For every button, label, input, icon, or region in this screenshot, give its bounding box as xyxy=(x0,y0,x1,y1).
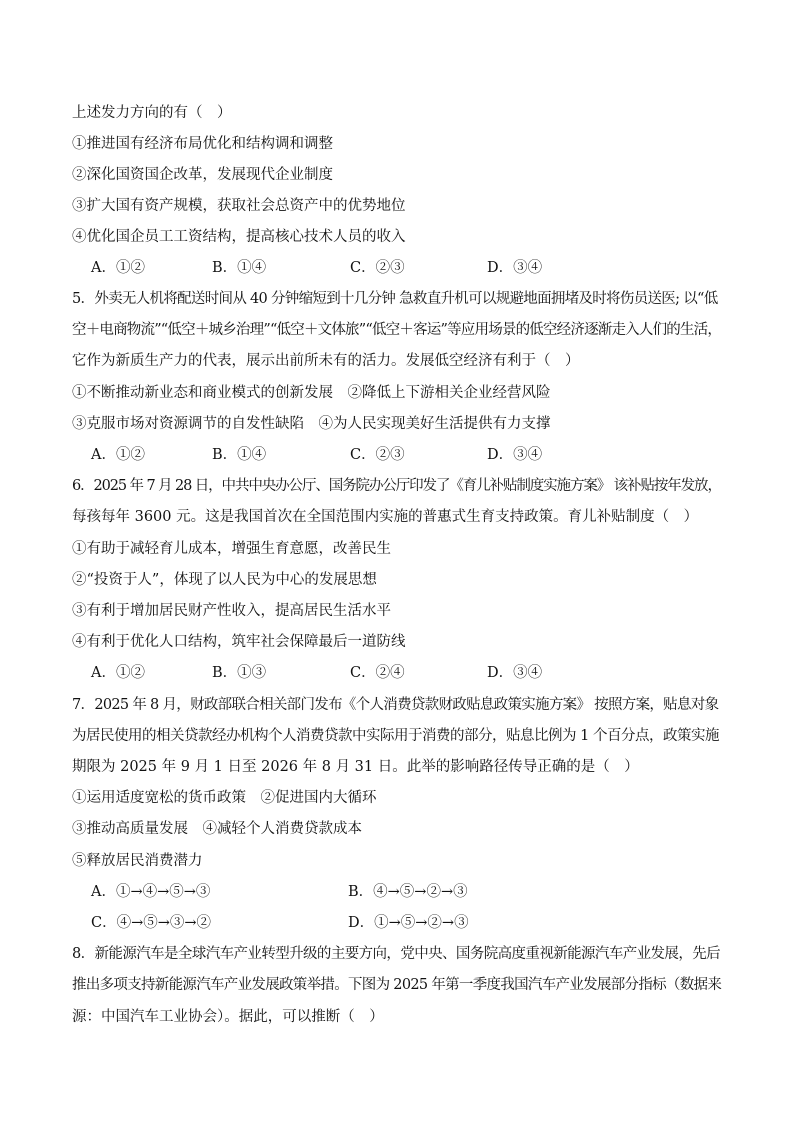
q5-option-b[interactable]: B．①④ xyxy=(212,447,267,463)
q5-option-d[interactable]: D．③④ xyxy=(487,447,543,463)
q4-item-3: ③扩大国有资产规模，获取社会总资产中的优势地位 xyxy=(72,198,406,214)
q7-items-line-2: ③推动高质量发展 ④减轻个人消费贷款成本 xyxy=(72,821,362,837)
q8-stem-line-3: 源：中国汽车工业协会）。据此，可以推断（ ） xyxy=(72,1009,384,1025)
q6-option-c[interactable]: C．②④ xyxy=(350,665,405,681)
q7-option-c[interactable]: C．④→⑤→③→② xyxy=(91,915,212,931)
q6-option-a[interactable]: A．①② xyxy=(91,665,145,681)
q4-option-c[interactable]: C．②③ xyxy=(350,260,405,276)
q8-stem-line-2: 推出多项支持新能源汽车产业发展政策举措。下图为 2025 年第一季度我国汽车产业发展部分指标（数据来 xyxy=(72,977,722,993)
q4-item-2: ②深化国资国企改革，发展现代企业制度 xyxy=(72,167,333,183)
q4-option-b[interactable]: B．①④ xyxy=(212,260,267,276)
q6-option-b[interactable]: B．①③ xyxy=(212,665,267,681)
q6-stem-line-2: 每孩每年 3600 元。这是我国首次在全国范围内实施的普惠式生育支持政策。育儿补贴制度（ ） xyxy=(72,509,699,525)
q4-option-a[interactable]: A．①② xyxy=(91,260,145,276)
q4-item-4: ④优化国企员工工资结构，提高核心技术人员的收入 xyxy=(72,229,406,245)
q6-item-2: ②“投资于人”，体现了以人民为中心的发展思想 xyxy=(72,572,377,588)
q6-item-1: ①有助于减轻育儿成本，增强生育意愿，改善民生 xyxy=(72,541,391,557)
q6-stem-line-1: 6．2025 年 7 月 28 日，中共中央办公厅、国务院办公厅印发了《育儿补贴制度实施方案》 该补贴按年发放， xyxy=(72,478,721,494)
q5-items-line-1: ①不断推动新业态和商业模式的创新发展 ②降低上下游相关企业经营风险 xyxy=(72,385,551,401)
q6-item-3: ③有利于增加居民财产性收入，提高居民生活水平 xyxy=(72,603,391,619)
q4-option-d[interactable]: D．③④ xyxy=(487,260,543,276)
q6-option-d[interactable]: D．③④ xyxy=(487,665,543,681)
q7-items-line-3: ⑤释放居民消费潜力 xyxy=(72,853,203,869)
q5-stem-line-2: 空＋电商物流”“低空＋城乡治理”“低空＋文体旅”“低空＋客运”等应用场景的低空经济逐渐走入人们的生活， xyxy=(72,322,722,338)
q7-stem-line-1: 7．2025 年 8 月，财政部联合相关部门发布《个人消费贷款财政贴息政策实施方案》 按照方案，贴息对象 xyxy=(72,697,719,713)
q5-option-a[interactable]: A．①② xyxy=(91,447,145,463)
q5-option-c[interactable]: C．②③ xyxy=(350,447,405,463)
q7-option-b[interactable]: B．④→⑤→②→③ xyxy=(348,884,468,900)
q4-item-1: ①推进国有经济布局优化和结构调和调整 xyxy=(72,136,333,152)
q4-stem-tail: 上述发力方向的有（ ） xyxy=(72,105,232,121)
q5-stem-line-3: 它作为新质生产力的代表，展示出前所未有的活力。发展低空经济有利于（ ） xyxy=(72,353,580,369)
q7-items-line-1: ①运用适度宽松的货币政策 ②促进国内大循环 xyxy=(72,790,377,806)
q7-option-a[interactable]: A．①→④→⑤→③ xyxy=(91,884,211,900)
q5-items-line-2: ③克服市场对资源调节的自发性缺陷 ④为人民实现美好生活提供有力支撑 xyxy=(72,416,551,432)
q7-stem-line-3: 期限为 2025 年 9 月 1 日至 2026 年 8 月 31 日。此举的影响路径传导正确的是（ ） xyxy=(72,759,639,775)
q5-stem-line-1: 5．外卖无人机将配送时间从 40 分钟缩短到十几分钟 急救直升机可以规避地面拥堵及时将伤员送医; 以“低 xyxy=(72,291,718,307)
q7-option-d[interactable]: D．①→⑤→②→③ xyxy=(348,915,469,931)
q6-item-4: ④有利于优化人口结构，筑牢社会保障最后一道防线 xyxy=(72,634,406,650)
q7-stem-line-2: 为居民使用的相关贷款经办机构个人消费贷款中实际用于消费的部分，贴息比例为 1 个百分点，政策实施 xyxy=(72,728,719,744)
q8-stem-line-1: 8．新能源汽车是全球汽车产业转型升级的主要方向，党中央、国务院高度重视新能源汽车产业发展，先后 xyxy=(72,946,721,962)
